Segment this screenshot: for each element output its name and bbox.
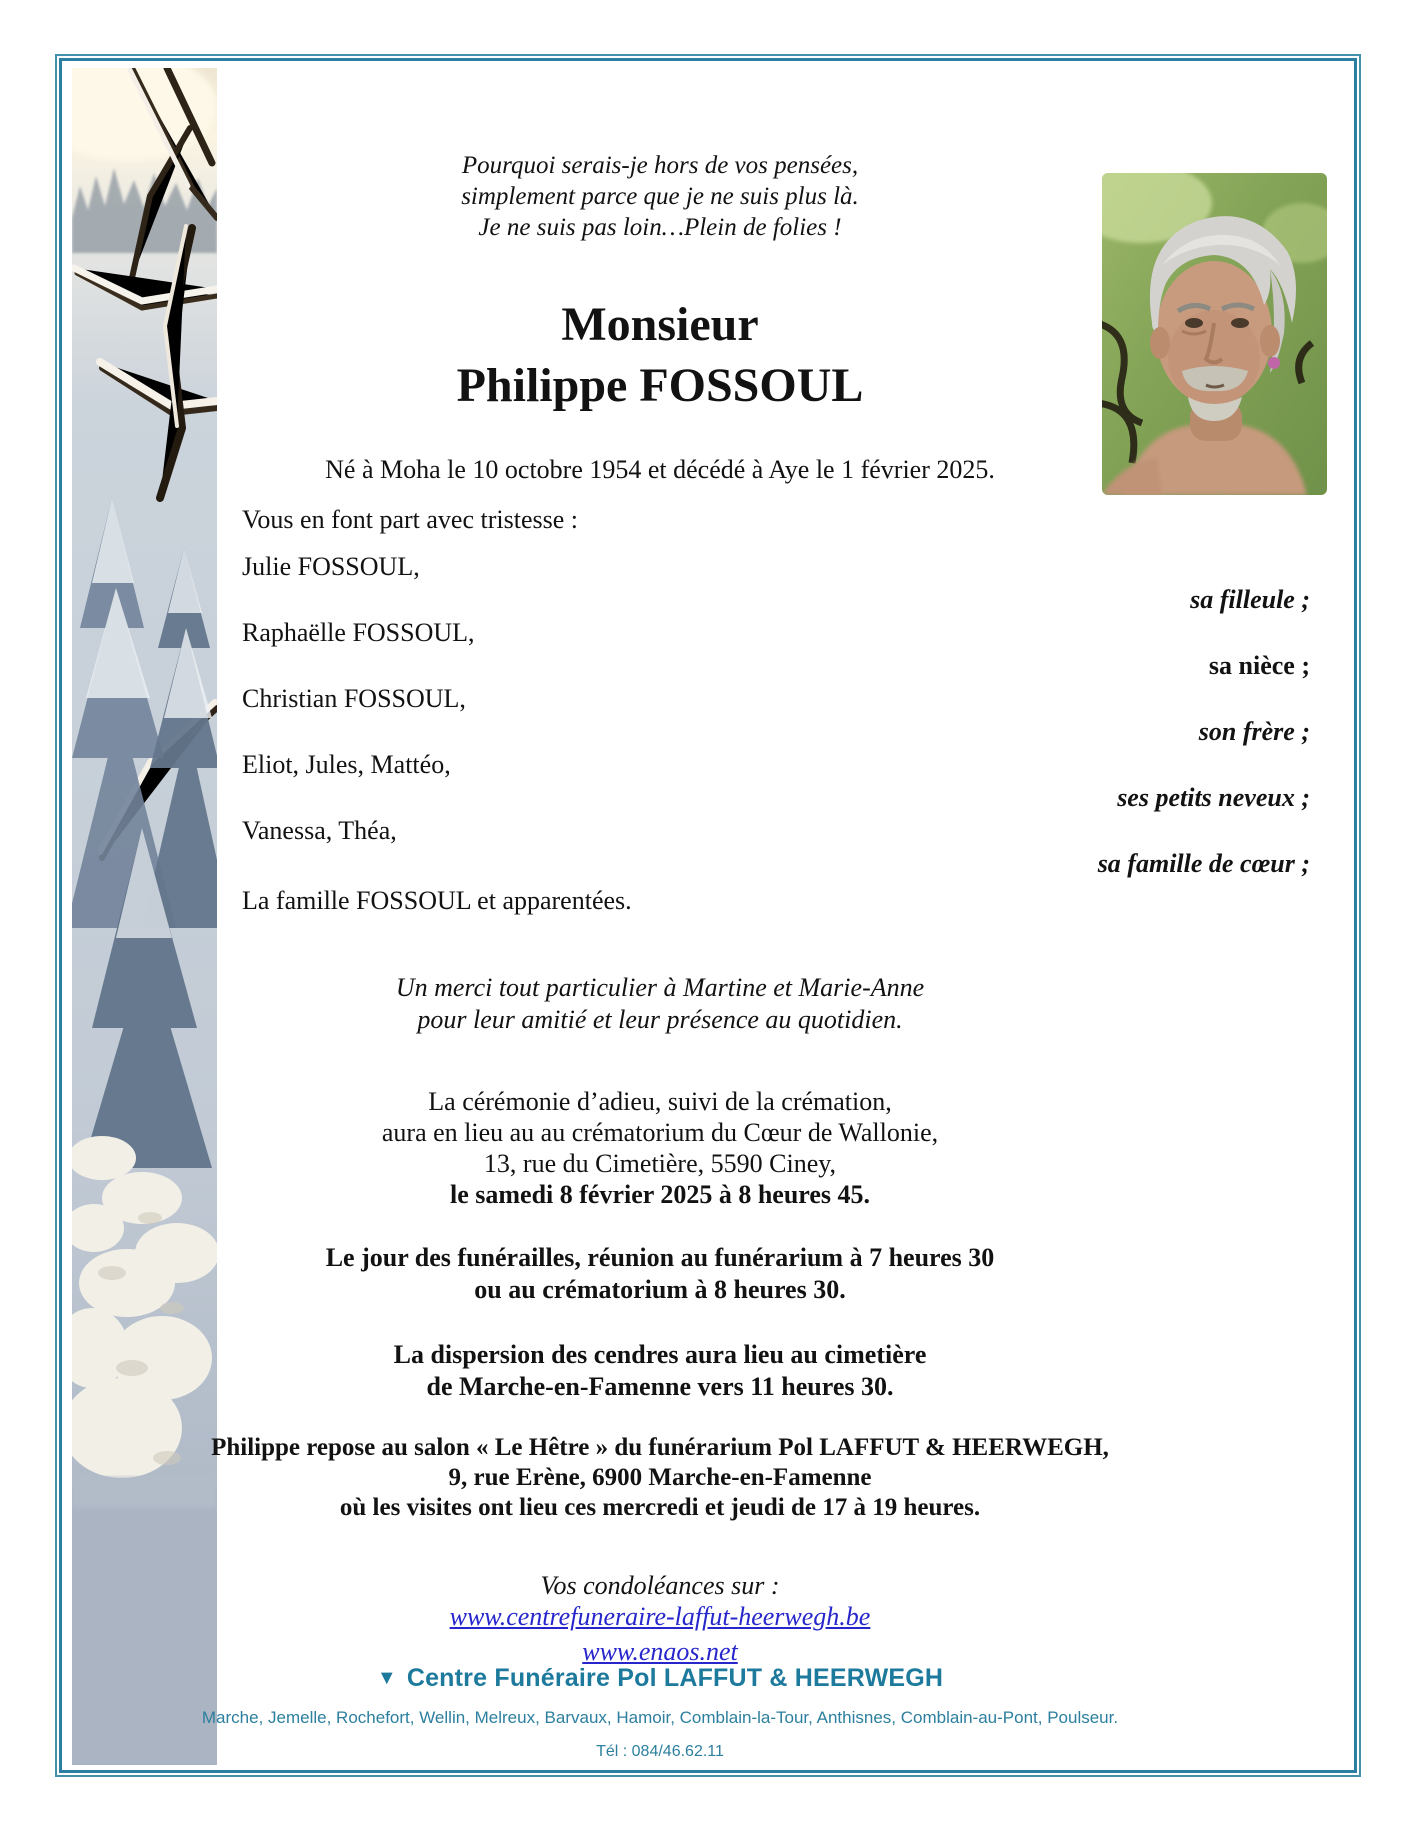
funeral-day-line: ou au crématorium à 8 heures 30.: [474, 1275, 846, 1304]
ceremony-details: [242, 1086, 1078, 1210]
family-member-name: Vanessa, Théa,: [242, 816, 397, 845]
ceremony-line: La cérémonie d’adieu, suivi de la crémation,: [428, 1087, 892, 1116]
funeral-day-details: [242, 1242, 1078, 1306]
ceremony-line: 13, rue du Cimetière, 5590 Ciney,: [483, 1149, 837, 1178]
ceremony-line: aura en lieu au au crématorium du Cœur de Wallonie,: [381, 1118, 939, 1147]
condolences-link-funeral-home[interactable]: www.centrefuneraire-laffut-heerwegh.be: [449, 1602, 871, 1631]
family-closing: La famille FOSSOUL et apparentées.: [242, 886, 632, 915]
family-member-relation: ses petits neveux ;: [1117, 783, 1310, 812]
funeral-home-phone: Tél : 084/46.62.11: [596, 1743, 724, 1760]
ceremony-datetime: le samedi 8 février 2025 à 8 heures 45.: [449, 1180, 871, 1209]
family-member-relation: sa nièce ;: [1208, 651, 1310, 680]
family-member-name: Christian FOSSOUL,: [242, 684, 466, 713]
condolences-link-wrapper: [242, 1602, 1078, 1632]
deceased-portrait-photo: [1102, 173, 1327, 495]
family-member-relation: son frère ;: [1198, 717, 1310, 746]
announcement-intro: Vous en font part avec tristesse :: [242, 505, 578, 534]
deceased-title: [242, 294, 1078, 416]
memorial-quote: [242, 150, 1078, 243]
repose-line: Philippe repose au salon « Le Hêtre » du funérarium Pol LAFFUT & HEERWEGH,: [211, 1434, 1109, 1461]
family-member-name: Eliot, Jules, Mattéo,: [242, 750, 451, 779]
repose-line: 9, rue Erène, 6900 Marche-en-Famenne: [448, 1464, 872, 1491]
condolences-link-wrapper: [242, 1637, 1078, 1667]
ashes-dispersion-details: [242, 1339, 1078, 1403]
dispersion-line: de Marche-en-Famenne vers 11 heures 30.: [426, 1372, 894, 1401]
quote-line: simplement parce que je ne suis plus là.: [461, 183, 859, 210]
repose-details: [197, 1433, 1123, 1523]
page-border-frame: [55, 54, 1361, 1777]
funeral-home-locations: Marche, Jemelle, Rochefort, Wellin, Melreux, Barvaux, Hamoir, Comblain-la-Tour, Anthisnes, Comblain-au-Pont, Poulseur.: [201, 1708, 1119, 1727]
salutation: Monsieur: [561, 298, 759, 351]
winter-trees-photo: [72, 68, 217, 1765]
deceased-name: Philippe FOSSOUL: [456, 359, 864, 412]
family-member-name: Raphaëlle FOSSOUL,: [242, 618, 475, 647]
family-member-relation: sa famille de cœur ;: [1097, 849, 1310, 878]
funeral-day-line: Le jour des funérailles, réunion au funérarium à 7 heures 30: [325, 1243, 995, 1272]
funeral-home-name: Centre Funéraire Pol LAFFUT & HEERWEGH: [406, 1664, 944, 1692]
life-dates: Né à Moha le 10 octobre 1954 et décédé à Aye le 1 février 2025.: [325, 455, 995, 484]
condolences-link-enaos[interactable]: www.enaos.net: [582, 1637, 738, 1666]
family-member-name: Julie FOSSOUL,: [242, 552, 420, 581]
thanks-line: Un merci tout particulier à Martine et Marie-Anne: [395, 973, 925, 1002]
family-member-relation: sa filleule ;: [1190, 585, 1310, 614]
funeral-home-line: [242, 1664, 1078, 1693]
thanks-note: [242, 972, 1078, 1036]
quote-line: Je ne suis pas loin…Plein de folies !: [478, 214, 842, 241]
family-list: [242, 550, 1310, 880]
dispersion-line: La dispersion des cendres aura lieu au cimetière: [393, 1340, 927, 1369]
down-triangle-icon: ▼: [376, 1667, 397, 1689]
condolences-label: Vos condoléances sur :: [540, 1571, 780, 1600]
thanks-line: pour leur amitié et leur présence au quotidien.: [417, 1005, 903, 1034]
quote-line: Pourquoi serais-je hors de vos pensées,: [461, 152, 859, 179]
repose-line: où les visites ont lieu ces mercredi et jeudi de 17 à 19 heures.: [339, 1494, 981, 1521]
